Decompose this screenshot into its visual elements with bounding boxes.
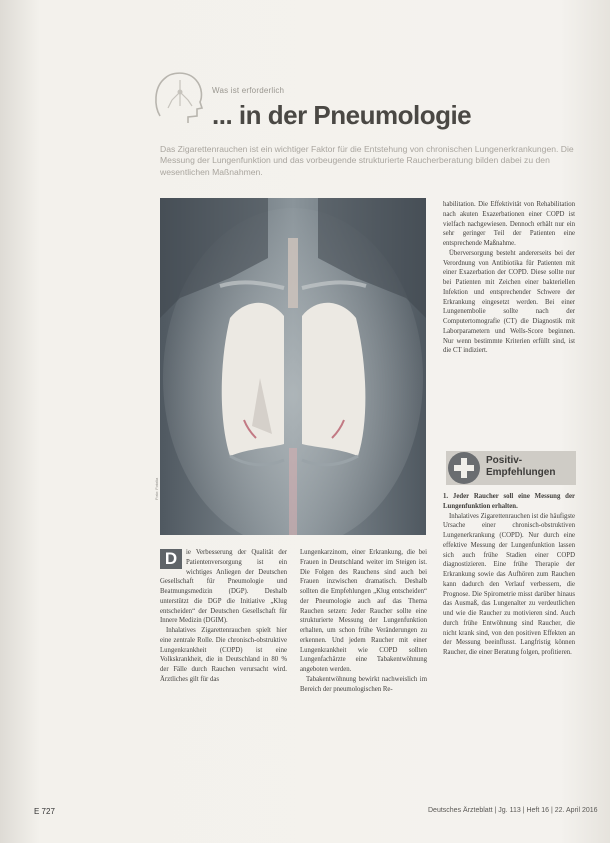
paragraph: habilitation. Die Effektivität von Rehabilitation nach akuten Exazerbationen einer COPD ist vielfach nachgewiesen. Dennoch erhält nur ein sehr geringer Teil der Patienten eine entsprechende Maßnahme. <box>443 201 575 247</box>
head-silhouette-icon <box>150 66 208 124</box>
article-column-3 <box>443 200 575 356</box>
header-kicker: Was ist erforderlich <box>212 86 285 95</box>
paragraph: Überversorgung besteht andererseits bei der Verordnung von Antibiotika für Patienten mit einer Exazerbation der COPD. Diese sollte nur bei Patienten mit Zeichen einer bakteriellen Infektion und entsprechender Schwere der Erkrankung eingesetzt werden. Bei einer Lungenembolie sollte nach der Computertomografie (CT) die Diagnostik mit Laborparametern und Wells-Score beginnen. Nur wenn bestimmte Kriterien erfüllt sind, ist die CT indiziert. <box>443 249 575 355</box>
paragraph: Inhalatives Zigarettenrauchen spielt hier eine zentrale Rolle. Die chronisch-obstruktive Lungenkrankheit (COPD) ist eine Volkskrankheit, die in Deutschland in 80 % der Fälle durch Rauchen verursacht wird. Ärztliches gilt für das <box>160 627 287 683</box>
paragraph: Tabakentwöhnung bewirkt nachweislich im Bereich der pneumologischen Re- <box>300 675 427 693</box>
journal-citation: Deutsches Ärzteblatt | Jg. 113 | Heft 16 | 22. April 2016 <box>428 807 598 814</box>
article-column-2 <box>300 548 427 694</box>
paragraph: Inhalatives Zigarettenrauchen ist die häufigste Ursache einer chronisch-obstruktiven Lungenerkrankung (COPD). Nur durch eine effektive Messung der Lungenfunktion lassen sich auch frühe Stadien einer COPD diagnostizieren. Eine frühe Therapie der Erkrankung sowie das Aufhören zum Rauchen kann dadurch den Verlauf verbessern, die Prognose. Die Spirometrie misst darüber hinaus das Ausmaß, das Lungenalter zu verdeutlichen und wie die Raucher zu motivieren sind. Auch durch frühe Entwöhnung sind Raucher, die nicht krank sind, von den positiven Effekten an der Messung beeinflusst. Langfristig können Raucher, die einer Beratung folgen, profitieren. <box>443 512 575 656</box>
paragraph: ie Verbesserung der Qualität der Patientenversorgung ist ein wichtiges Anliegen der Deutschen Gesellschaft für Pneumologie und Beatmungsmedizin (DGP). Deshalb unterstützt die DGP die Initiative „Klug entscheiden“ der Deutschen Gesellschaft für Innere Medizin (DGIM). <box>160 549 287 625</box>
positive-recommendations-box <box>446 451 576 485</box>
drop-cap: D <box>160 549 182 569</box>
paragraph: Lungenkarzinom, einer Erkrankung, die bei Frauen in Deutschland weiter im Steigen ist. Die Folgen des Rauchens sind auch bei Frauen inzwischen dramatisch. Deshalb sollten die Empfehlungen „Klug entscheiden“ der Pneumologie auch auf das Thema Rauchen setzen: Jeder Raucher sollte eine strukturierte Messung der Lungenfunktion erhalten, um schon frühe Veränderungen zu erkennen. Und jedem Raucher mit einer Lungenkrankheit wie COPD sollten Lungenfachärzte eine Tabakentwöhnung angeboten werden. <box>300 549 427 673</box>
article-column-1 <box>160 548 287 685</box>
page-title: ... in der Pneumologie <box>212 100 472 130</box>
page-number: E 727 <box>34 807 55 816</box>
plus-icon <box>448 452 480 484</box>
recommendation-heading: 1. Jeder Raucher soll eine Messung der Lungenfunktion erhalten. <box>443 493 575 510</box>
recommendations-column <box>443 492 575 658</box>
lead-paragraph: Das Zigarettenrauchen ist ein wichtiger Faktor für die Entstehung von chronischen Lungenerkrankungen. Die Messung der Lungenfunktion und das vorbeugende strukturierte Raucherberatung bilden dabei zu den wesentlichen Maßnahmen. <box>160 144 574 177</box>
box-label: Positiv- Empfehlungen <box>486 455 556 478</box>
chest-illustration <box>160 198 426 535</box>
photo-credit: Foto: Fotolia <box>154 477 159 500</box>
